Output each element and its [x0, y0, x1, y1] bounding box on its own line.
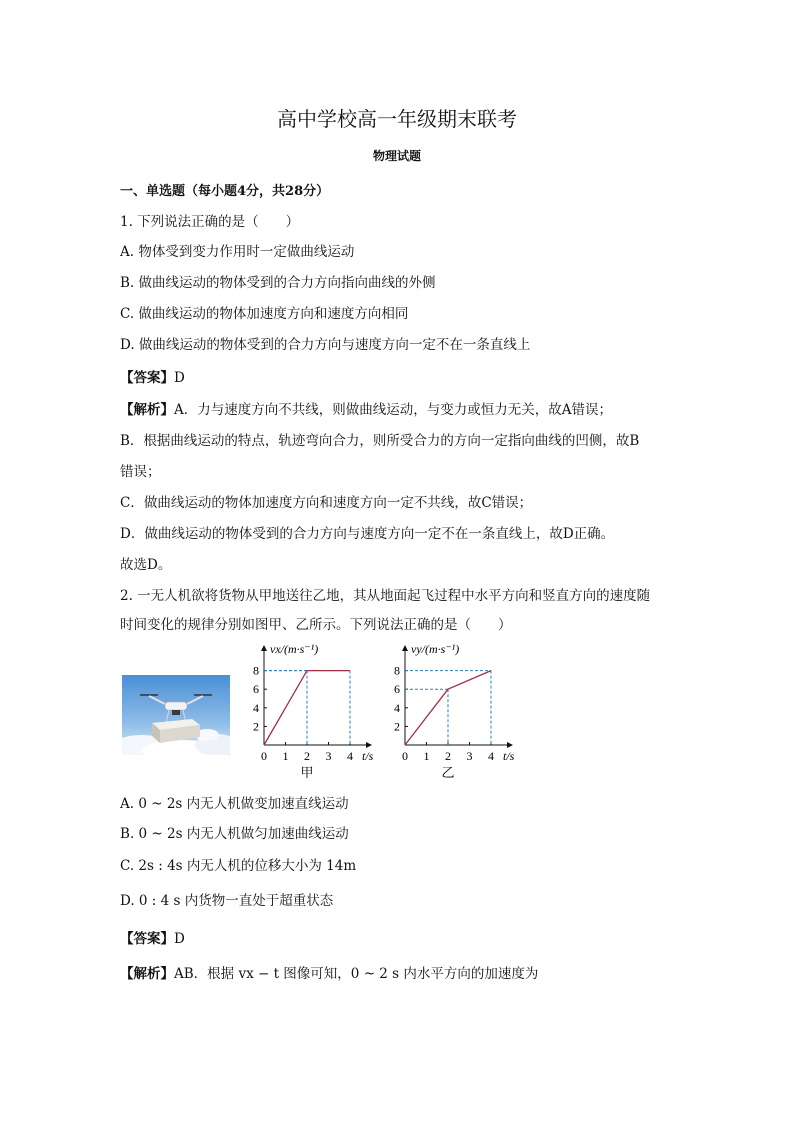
page-title: 高中学校高一年级期末联考 [277, 107, 517, 131]
y-axis-label: vy/(m·s⁻¹) [411, 642, 460, 656]
x-tick-label: 3 [325, 749, 332, 763]
drone-photo-svg [122, 675, 230, 755]
q2-stem-line-2: 时间变化的规律分别如图甲、乙所示。下列说法正确的是（ ） [120, 617, 512, 633]
x-tick-label: 1 [282, 749, 289, 763]
q2-answer-value: D [174, 931, 185, 947]
q1-answer-value: D [174, 370, 185, 386]
q1-analysis-tag: 【解析】 [120, 402, 174, 418]
drone-with-cargo-image [122, 675, 230, 755]
x-axis-arrow [507, 742, 513, 748]
chart-vx-t [252, 640, 377, 784]
q1-analysis-line-5: D．做曲线运动的物体受到的合力方向与速度方向一定不在一条直线上，故D正确。 [120, 526, 615, 542]
x-tick-label: 0 [402, 749, 408, 763]
q1-option-a: A. 物体受到变力作用时一定做曲线运动 [120, 244, 355, 260]
y-tick-label: 8 [394, 663, 400, 678]
q2-analysis-text: AB．根据 vx − t 图像可知，0 ~ 2 s 内水平方向的加速度为 [174, 966, 539, 982]
q1-analysis-line-6: 故选D。 [120, 557, 172, 573]
y-axis-arrow [402, 645, 408, 651]
q1-stem: 1. 下列说法正确的是（ ） [120, 214, 300, 230]
q1-analysis-line-2: B．根据曲线运动的特点，轨迹弯向合力，则所受合力的方向一定指向曲线的凹侧，故B [120, 433, 640, 449]
q1-option-b: B. 做曲线运动的物体受到的合力方向指向曲线的外侧 [120, 275, 436, 291]
x-tick-label: 2 [304, 749, 310, 763]
x-axis-arrow [366, 742, 372, 748]
y-axis-label: vx/(m·s⁻¹) [270, 642, 319, 656]
series-line [405, 671, 491, 745]
x-tick-label: 4 [488, 749, 494, 763]
y-tick-label: 6 [253, 682, 259, 697]
x-axis-label: t/s [503, 749, 515, 763]
x-axis-label: t/s [362, 749, 374, 763]
chart-vy-t-svg [393, 640, 518, 780]
q1-option-c: C. 做曲线运动的物体加速度方向和速度方向相同 [120, 306, 409, 322]
q2-option-d: D. 0 : 4 s 内货物一直处于超重状态 [120, 893, 334, 909]
y-tick-label: 4 [253, 700, 259, 715]
y-tick-label: 4 [394, 700, 400, 715]
q2-option-b: B. 0 ~ 2s 内无人机做匀加速曲线运动 [120, 826, 349, 842]
q1-analysis-line-3: 错误； [120, 464, 161, 480]
q2-analysis-tag: 【解析】 [120, 966, 174, 982]
y-tick-label: 6 [394, 682, 400, 697]
x-tick-label: 2 [445, 749, 451, 763]
q1-option-d: D. 做曲线运动的物体受到的合力方向与速度方向一定不在一条直线上 [120, 337, 531, 353]
q1-analysis-text-1: A．力与速度方向不共线，则做曲线运动，与变力或恒力无关，故A错误； [174, 402, 612, 418]
x-tick-label: 3 [466, 749, 473, 763]
q1-answer [120, 366, 185, 386]
y-tick-label: 8 [253, 663, 259, 678]
q2-answer-tag: 【答案】 [120, 931, 174, 947]
q2-analysis-line-1 [120, 962, 538, 982]
q2-option-a: A. 0 ~ 2s 内无人机做变加速直线运动 [120, 796, 349, 812]
q2-option-c: C. 2s : 4s 内无人机的位移大小为 14m [120, 858, 357, 874]
x-tick-label: 4 [347, 749, 353, 763]
q2-stem-line-1: 2. 一无人机欲将货物从甲地送往乙地，其从地面起飞过程中水平方向和竖直方向的速度随 [120, 588, 651, 604]
q1-answer-tag: 【答案】 [120, 370, 174, 386]
x-tick-label: 1 [423, 749, 430, 763]
chart-vx-t-svg [252, 640, 377, 780]
chart-caption: 乙 [441, 765, 455, 780]
y-tick-label: 2 [394, 719, 400, 734]
section-heading: 一、单选题（每小题4分，共28分） [120, 184, 330, 199]
q1-analysis-line-1 [120, 398, 612, 418]
x-tick-label: 0 [261, 749, 267, 763]
y-axis-arrow [261, 645, 267, 651]
chart-vy-t [393, 640, 518, 784]
q1-analysis-line-4: C．做曲线运动的物体加速度方向和速度方向一定不共线，故C错误； [120, 495, 533, 511]
y-tick-label: 2 [253, 719, 259, 734]
q2-answer [120, 927, 185, 947]
chart-caption: 甲 [300, 765, 314, 780]
page-subtitle: 物理试题 [372, 149, 421, 163]
